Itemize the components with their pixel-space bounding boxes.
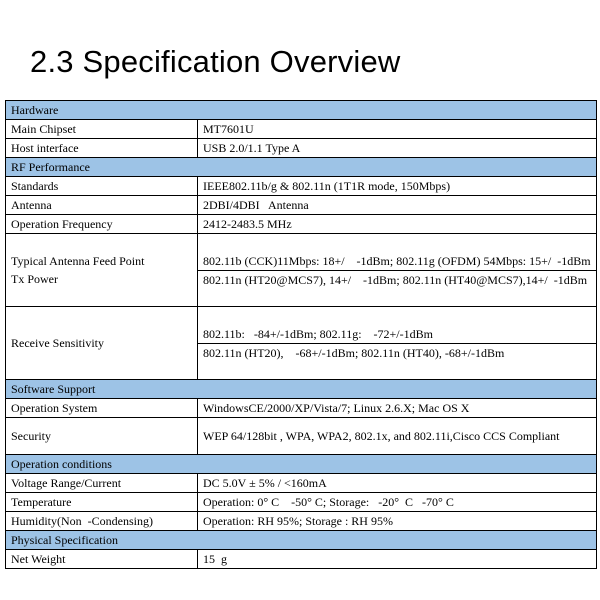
spec-row-standards [6,177,597,196]
section-header-operation-conditions [6,455,597,474]
spec-subline: 802.11b: -84+/-1dBm; 802.11g: -72+/-1dBm [203,326,433,341]
spec-subline: 802.11n (HT20), -68+/-1dBm; 802.11n (HT40), -68+/-1dBm [198,343,596,362]
spec-value [198,234,597,307]
spec-label: Net Weight [6,550,198,569]
spec-row-net-weight [6,550,597,569]
spec-row-humidity [6,512,597,531]
spec-subline: 802.11b (CCK)11Mbps: 18+/ -1dBm; 802.11g (OFDM) 54Mbps: 15+/ -1dBm [203,253,591,268]
spec-row-main-chipset [6,120,597,139]
spec-label: Voltage Range/Current [6,474,198,493]
spec-value: Operation: RH 95%; Storage : RH 95% [198,512,597,531]
section-title: Hardware [6,101,597,120]
spec-value: WEP 64/128bit , WPA, WPA2, 802.1x, and 802.11i,Cisco CCS Compliant [198,418,597,455]
spec-value: 2DBI/4DBI Antenna [198,196,597,215]
spec-value: DC 5.0V ± 5% / <160mA [198,474,597,493]
spec-value: IEEE802.11b/g & 802.11n (1T1R mode, 150Mbps) [198,177,597,196]
section-header-hardware [6,101,597,120]
spec-label: Main Chipset [6,120,198,139]
spec-label: Operation System [6,399,198,418]
spec-label: Humidity(Non -Condensing) [6,512,198,531]
section-title: Operation conditions [6,455,597,474]
spec-row-receive-sensitivity [6,307,597,380]
spec-value [198,307,597,380]
spec-value: Operation: 0° C -50° C; Storage: -20° C -70° C [198,493,597,512]
section-title: RF Performance [6,158,597,177]
spec-label: Operation Frequency [6,215,198,234]
spec-row-security [6,418,597,455]
spec-row-antenna [6,196,597,215]
section-header-physical-specification [6,531,597,550]
spec-row-tx-power [6,234,597,307]
spec-row-operation-system [6,399,597,418]
specification-table [5,100,597,569]
spec-row-temperature [6,493,597,512]
spec-label: Typical Antenna Feed Point Tx Power [6,234,198,307]
spec-label: Receive Sensitivity [6,307,198,380]
spec-label: Standards [6,177,198,196]
page-title: 2.3 Specification Overview [30,44,401,79]
spec-value: MT7601U [198,120,597,139]
spec-value: USB 2.0/1.1 Type A [198,139,597,158]
section-header-software-support [6,380,597,399]
spec-value: 15 g [198,550,597,569]
spec-value: 2412-2483.5 MHz [198,215,597,234]
section-header-rf-performance [6,158,597,177]
section-title: Software Support [6,380,597,399]
spec-label: Temperature [6,493,198,512]
spec-label: Antenna [6,196,198,215]
spec-row-operation-frequency [6,215,597,234]
spec-row-voltage [6,474,597,493]
section-title: Physical Specification [6,531,597,550]
spec-label: Host interface [6,139,198,158]
spec-label: Security [6,418,198,455]
spec-value: WindowsCE/2000/XP/Vista/7; Linux 2.6.X; Mac OS X [198,399,597,418]
spec-subline: 802.11n (HT20@MCS7), 14+/ -1dBm; 802.11n (HT40@MCS7),14+/ -1dBm [198,270,596,289]
spec-row-host-interface [6,139,597,158]
